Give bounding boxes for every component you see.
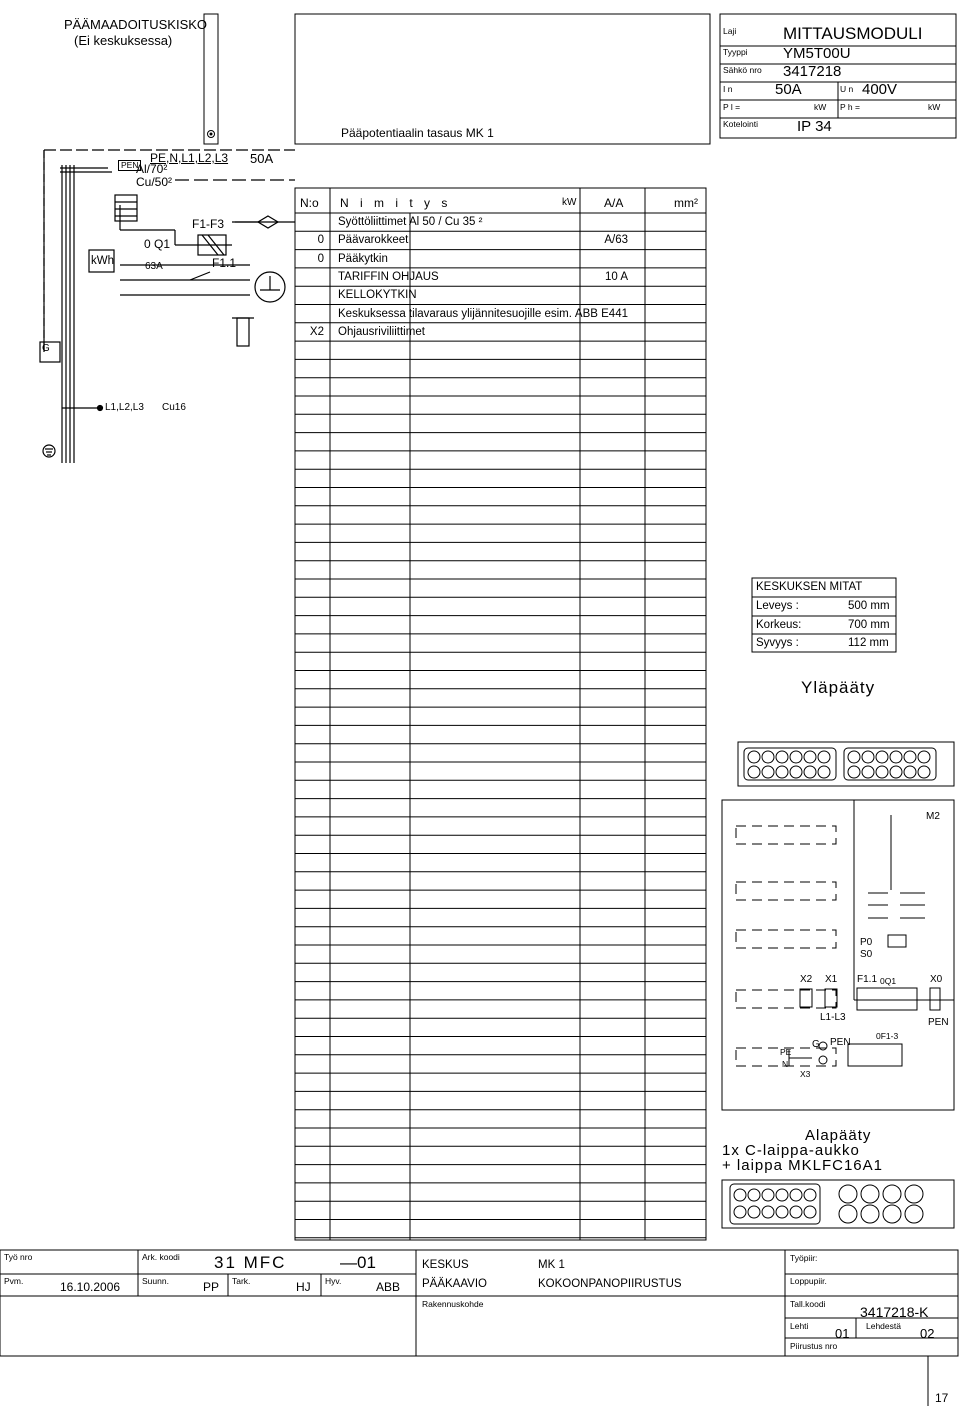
cable-entry-hole	[848, 751, 860, 763]
footer-tyopiir: Työpiir:	[790, 1253, 818, 1263]
title-value-type: MITTAUSMODULI	[783, 24, 923, 43]
cable-entry-hole-large	[883, 1205, 901, 1223]
title-label-type: Laji	[723, 26, 737, 36]
row-name: Syöttöliittimet Al 50 / Cu 35 ²	[338, 216, 483, 228]
pe-label: PE	[780, 1047, 792, 1057]
cable-entry-hole	[904, 766, 916, 778]
cable-entry-hole	[862, 751, 874, 763]
earth-tag: G	[42, 343, 50, 354]
main-switch-rating: 63A	[145, 261, 163, 272]
cable-entry-hole	[748, 1189, 760, 1201]
s0-label: S0	[860, 949, 873, 960]
footer-doc-code: 31 MFC	[214, 1253, 287, 1272]
x2-label: X2	[800, 974, 813, 985]
footer-main-diagram: PÄÄKAAVIO	[422, 1278, 487, 1290]
footer-building-site: Rakennuskohde	[422, 1299, 484, 1309]
cable-entry-hole-large	[905, 1205, 923, 1223]
footer-date: 16.10.2006	[60, 1280, 121, 1294]
footer-keskus: KESKUS	[422, 1259, 469, 1271]
row-name: KELLOKYTKIN	[338, 289, 417, 302]
cable-entry-hole	[918, 751, 930, 763]
cable-entry-hole-large	[905, 1185, 923, 1203]
title-value-number: 3417218	[783, 63, 842, 80]
col-header-kw: kW	[562, 197, 577, 208]
dimension-label-width: Leveys :	[756, 600, 799, 612]
pen-tag: PEN	[118, 160, 141, 171]
dimension-value-width: 500 mm	[848, 600, 890, 612]
row-number: X2	[309, 325, 324, 338]
cable-entry-hole	[748, 751, 760, 763]
footer-drawing-number-label: Piirustus nro	[790, 1341, 838, 1351]
footer-checker-label: Tark.	[232, 1276, 251, 1286]
kwh-meter: kWh	[91, 255, 114, 267]
row-current: ABB E441	[574, 307, 628, 320]
pen-label: PEN	[928, 1017, 949, 1028]
footer-storage-code-label: Tall.koodi	[790, 1299, 826, 1309]
title-unit-ph: kW	[928, 102, 941, 112]
cable-entry-hole	[818, 751, 830, 763]
potential-equalization-note: Pääpotentiaalin tasaus MK 1	[341, 126, 494, 140]
ground-bar-title: PÄÄMAADOITUSKISKO	[64, 17, 208, 32]
x3-label: X3	[800, 1069, 811, 1079]
cable-entry-hole	[804, 1206, 816, 1218]
title-label-un: U n	[840, 84, 854, 94]
footer-assembly-drawing: KOKOONPANOPIIRUSTUS	[538, 1278, 682, 1290]
title-value-model: YM5T00U	[783, 45, 851, 62]
of13-label: 0F1-3	[876, 1031, 899, 1041]
cable-entry-hole	[776, 751, 788, 763]
title-label-ph: P h =	[840, 102, 860, 112]
footer-sheets-total: 02	[920, 1326, 935, 1341]
cable-entry-hole	[790, 766, 802, 778]
footer-approver-label: Hyv.	[325, 1276, 342, 1286]
cable-entry-hole	[790, 1189, 802, 1201]
l1l3-label: L1-L3	[820, 1012, 846, 1023]
dimensions-title: KESKUKSEN MITAT	[756, 581, 863, 593]
footer-checker: HJ	[296, 1280, 311, 1294]
lower-feed-conductors: L1,L2,L3	[105, 402, 144, 413]
cable-entry-hole	[762, 1206, 774, 1218]
main-switch-label: 0 Q1	[144, 237, 171, 251]
top-end-label: Yläpääty	[801, 678, 876, 697]
title-label-number: Sähkö nro	[723, 65, 762, 75]
cable-entry-hole	[734, 1189, 746, 1201]
cable-entry-hole	[904, 751, 916, 763]
footer-storage-code: 3417218-K	[860, 1304, 929, 1320]
footer-loppupiir: Loppupiir.	[790, 1276, 827, 1286]
row-number: 0	[317, 252, 324, 265]
cable-entry-hole	[762, 766, 774, 778]
cable-entry-hole	[876, 766, 888, 778]
cable-entry-hole	[848, 766, 860, 778]
footer-designer-label: Suunn.	[142, 1276, 169, 1286]
oq1-label: 0Q1	[880, 976, 897, 986]
cable-entry-hole	[890, 751, 902, 763]
footer-designer: PP	[203, 1280, 220, 1294]
p0-label: P0	[860, 937, 873, 948]
footer-approver: ABB	[376, 1280, 401, 1294]
row-current: 10 A	[604, 270, 628, 283]
cable-entry-hole-large	[839, 1185, 857, 1203]
row-number: 0	[317, 234, 324, 247]
title-value-un: 400V	[862, 81, 898, 98]
cable-entry-hole	[918, 766, 930, 778]
dimension-label-depth: Syvyys :	[756, 637, 799, 649]
cable-entry-hole	[790, 1206, 802, 1218]
cable-entry-hole	[862, 766, 874, 778]
title-value-in: 50A	[775, 81, 802, 98]
row-name: Keskuksessa tilavaraus ylijännitesuojille esim.	[338, 307, 572, 320]
row-name: Ohjausriviliittimet	[338, 325, 425, 338]
fuse-single-label: F1.1	[212, 256, 237, 270]
cable-entry-hole-large	[861, 1185, 879, 1203]
dimension-label-height: Korkeus:	[756, 619, 802, 631]
bottom-end-line2: + laippa MKLFC16A1	[722, 1157, 883, 1174]
row-current: A/63	[604, 234, 628, 247]
bottom-end-line1: 1x C-laippa-aukko	[722, 1142, 860, 1159]
footer-sheet: 01	[835, 1326, 850, 1341]
title-unit-pl: kW	[814, 102, 827, 112]
x1-label: X1	[825, 974, 838, 985]
dimension-value-height: 700 mm	[848, 619, 890, 631]
cable-entry-hole	[804, 1189, 816, 1201]
bottom-end-label: Alapääty	[805, 1127, 872, 1144]
row-name: TARIFFIN OHJAUS	[338, 270, 439, 283]
col-header-name: N i m i t y s	[340, 196, 452, 210]
cable-entry-hole-large	[839, 1205, 857, 1223]
title-value-enclosure: IP 34	[797, 118, 832, 135]
cable-entry-hole	[804, 751, 816, 763]
footer-mk: MK 1	[538, 1259, 565, 1271]
page-number: 17	[935, 1391, 949, 1405]
cable-entry-hole	[818, 766, 830, 778]
title-label-in: I n	[723, 84, 733, 94]
n-label: N	[782, 1059, 789, 1069]
title-label-model: Tyyppi	[723, 47, 748, 57]
cable-entry-hole-large	[861, 1205, 879, 1223]
cable-al: Al/70²	[136, 162, 168, 176]
f11-label: F1.1	[857, 974, 878, 985]
cable-entry-hole	[734, 1206, 746, 1218]
g-label: G	[812, 1039, 820, 1050]
cable-entry-hole	[776, 766, 788, 778]
footer-date-label: Pvm.	[4, 1276, 24, 1286]
footer-doc-suffix: —01	[340, 1253, 376, 1272]
fuse-group-label: F1-F3	[192, 217, 225, 231]
col-header-no: N:o	[300, 196, 319, 210]
cable-entry-hole	[776, 1206, 788, 1218]
cable-entry-hole	[804, 766, 816, 778]
footer-archive-code-label: Ark. koodi	[142, 1252, 180, 1262]
feed-rating: 50A	[250, 151, 274, 166]
cable-entry-hole	[790, 751, 802, 763]
cable-entry-hole	[748, 1206, 760, 1218]
footer-sheets-total-label: Lehdestä	[866, 1321, 901, 1331]
feed-conductors: PE,N,L1,L2,L3	[150, 151, 229, 165]
pen2-label: PEN	[830, 1037, 851, 1048]
title-label-enclosure: Kotelointi	[723, 119, 758, 129]
dimension-value-depth: 112 mm	[848, 637, 889, 649]
cable-entry-hole	[776, 1189, 788, 1201]
cable-entry-hole	[876, 751, 888, 763]
col-header-area: mm²	[674, 196, 698, 210]
cable-entry-hole	[762, 751, 774, 763]
row-name: Pääkytkin	[338, 252, 388, 265]
cable-entry-hole	[890, 766, 902, 778]
cable-cu: Cu/50²	[136, 175, 173, 189]
title-label-pl: P l =	[723, 102, 741, 112]
cable-entry-hole	[762, 1189, 774, 1201]
cable-entry-hole	[748, 766, 760, 778]
row-name: Päävarokkeet	[338, 234, 409, 247]
m2-label: M2	[926, 811, 940, 822]
ground-bar-subtitle: (Ei keskuksessa)	[74, 33, 173, 48]
col-header-current: A/A	[604, 196, 624, 210]
footer-sheet-label: Lehti	[790, 1321, 809, 1331]
cable-entry-hole-large	[883, 1185, 901, 1203]
footer-job-number-label: Työ nro	[4, 1252, 33, 1262]
lower-feed-cable: Cu16	[162, 402, 186, 413]
x0-label: X0	[930, 974, 943, 985]
